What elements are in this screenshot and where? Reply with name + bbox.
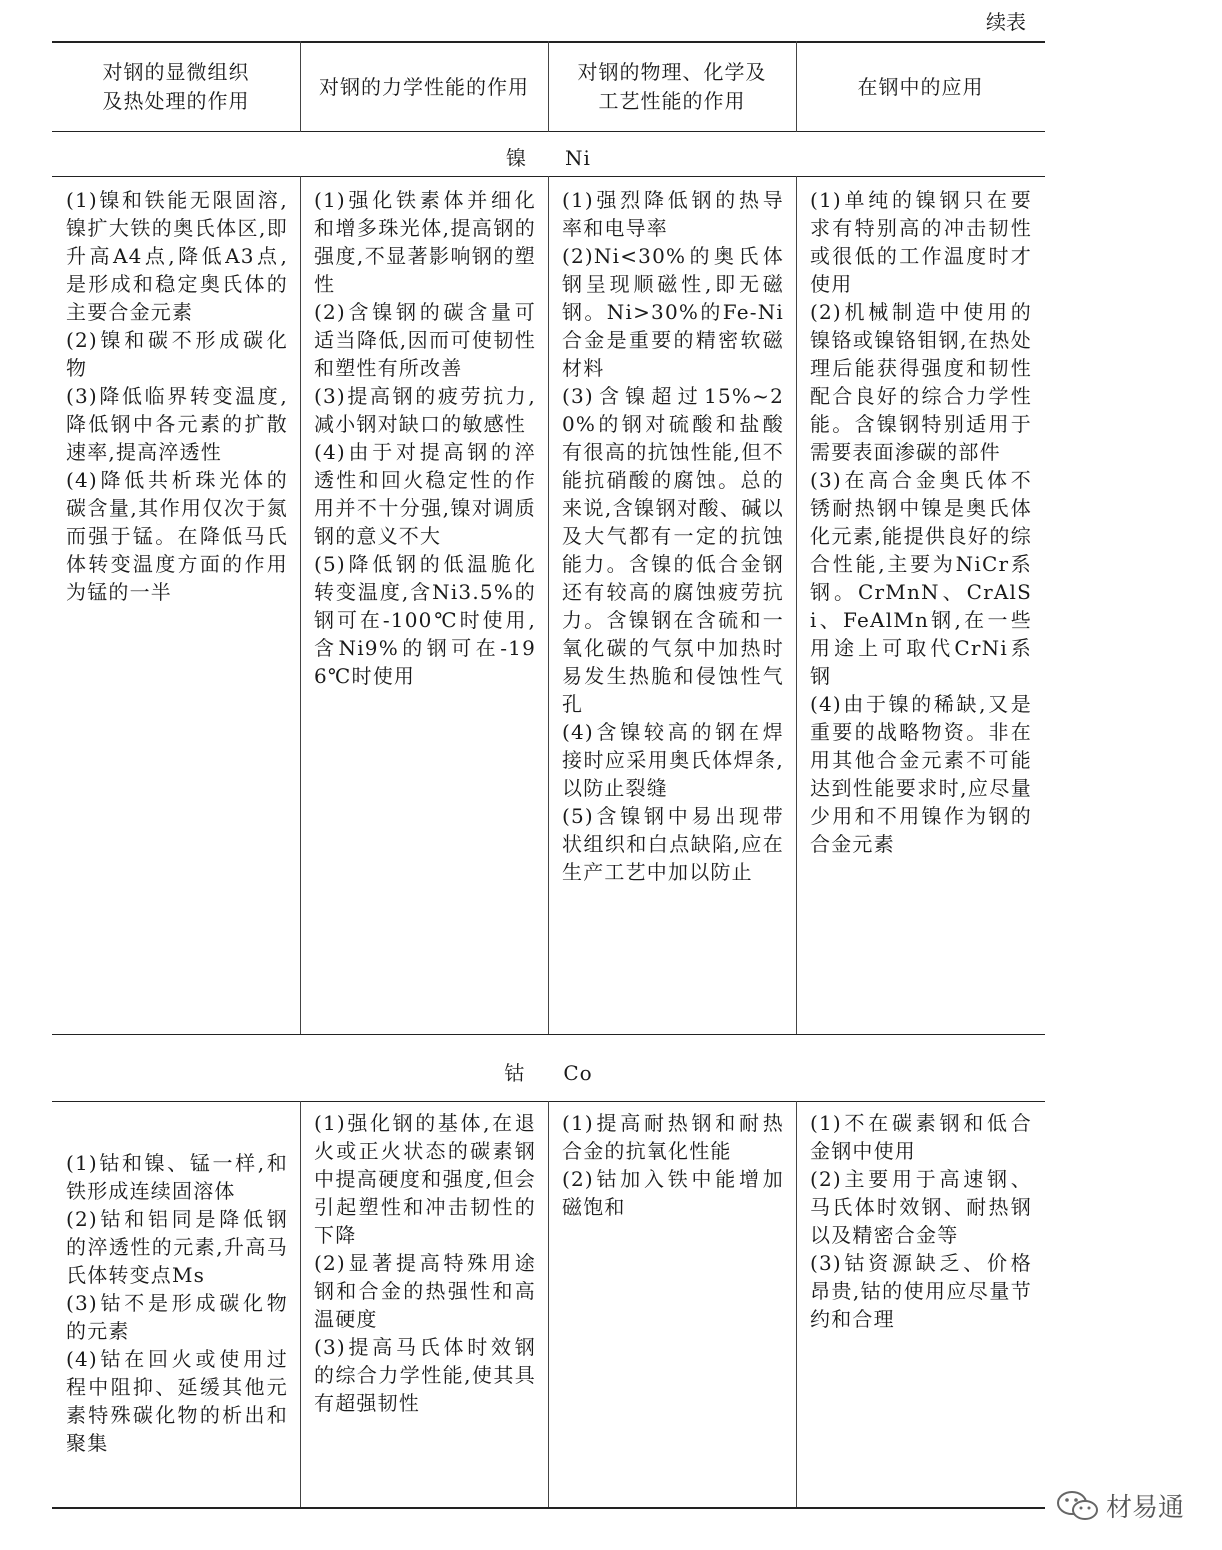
list-item: (2)显著提高特殊用途钢和合金的热强性和高温硬度 (314, 1251, 536, 1331)
list-item: (4)降低共析珠光体的碳含量,其作用仅次于氮而强于锰。在降低马氏体转变温度方面的作用为锰的一半 (66, 468, 288, 604)
list-item: (3)钴不是形成碳化物的元素 (66, 1291, 288, 1343)
list-item: (2)钴和铝同是降低钢的淬透性的元素,升高马氏体转变点Ms (66, 1207, 288, 1287)
list-item: (2)Ni<30%的奥氏体钢呈现顺磁性,即无磁钢。Ni>30%的Fe-Ni合金是重要的精密软磁材料 (562, 244, 784, 380)
co-application-cell (810, 1109, 1032, 1333)
wechat-icon (1056, 1489, 1100, 1523)
list-item: (1)不在碳素钢和低合金钢中使用 (810, 1111, 1032, 1163)
list-item: (4)含镍较高的钢在焊接时应采用奥氏体焊条,以防止裂缝 (562, 720, 784, 800)
list-item: (3)含镍超过15%~20%的钢对硫酸和盐酸有很高的抗蚀性能,但不能抗硝酸的腐蚀。总的来说,含镍钢对酸、碱以及大气都有一定的抗蚀能力。含镍的低合金钢还有较高的腐蚀疲劳抗力。含镍钢在含硫和一氧化碳的气氛中加热时易发生热脆和侵蚀性气孔 (562, 384, 784, 716)
list-item: (5)含镍钢中易出现带状组织和白点缺陷,应在生产工艺中加以防止 (562, 804, 784, 884)
list-item: (3)降低临界转变温度,降低钢中各元素的扩散速率,提高淬透性 (66, 384, 288, 464)
ni-bottom-rule (52, 1034, 1045, 1035)
list-item: (1)单纯的镍钢只在要求有特别高的冲击韧性或很低的工作温度时才使用 (810, 188, 1032, 296)
list-item: (3)在高合金奥氏体不锈耐热钢中镍是奥氏体化元素,能提供良好的综合性能,主要为NiCr系钢。CrMnN、CrAlSi、FeAlMn钢,在一些用途上可取代CrNi系钢 (810, 468, 1032, 688)
col-divider (796, 1101, 797, 1507)
ni-physical-cell (562, 186, 784, 886)
list-item: (5)降低钢的低温脆化转变温度,含Ni3.5%的钢可在-100℃时使用,含Ni9%的钢可在-196℃时使用 (314, 552, 536, 688)
list-item: (3)钴资源缺乏、价格昂贵,钴的使用应尽量节约和合理 (810, 1251, 1032, 1331)
list-item: (2)主要用于高速钢、马氏体时效钢、耐热钢以及精密合金等 (810, 1167, 1032, 1247)
section-label-co (52, 1057, 1045, 1086)
co-physical-cell (562, 1109, 784, 1221)
list-item: (4)钴在回火或使用过程中阻抑、延缓其他元素特殊碳化物的析出和聚集 (66, 1347, 288, 1455)
element-name: 镍 (506, 146, 528, 170)
co-microstructure-cell (66, 1149, 288, 1457)
ni-microstructure-cell (66, 186, 288, 606)
list-item: (1)钴和镍、锰一样,和铁形成连续固溶体 (66, 1151, 288, 1203)
section-label-ni (52, 142, 1045, 171)
list-item: (2)钴加入铁中能增加磁饱和 (562, 1167, 784, 1219)
watermark (1056, 1487, 1184, 1524)
list-item: (4)由于对提高钢的淬透性和回火稳定性的作用并不十分强,镍对调质钢的意义不大 (314, 440, 536, 548)
list-item: (2)镍和碳不形成碳化物 (66, 328, 288, 380)
list-item: (1)镍和铁能无限固溶,镍扩大铁的奥氏体区,即升高A4点,降低A3点,是形成和稳定奥氏体的主要合金元素 (66, 188, 288, 324)
list-item: (1)强烈降低钢的热导率和电导率 (562, 188, 784, 240)
element-name: 钴 (504, 1061, 526, 1085)
list-item: (1)强化钢的基体,在退火或正火状态的碳素钢中提高硬度和强度,但会引起塑性和冲击韧性的下降 (314, 1111, 536, 1247)
list-item: (2)含镍钢的碳含量可适当降低,因而可使韧性和塑性有所改善 (314, 300, 536, 380)
col-divider (300, 1101, 301, 1507)
col-divider (548, 176, 549, 1034)
header-physical-chemical: 对钢的物理、化学及 工艺性能的作用 (577, 60, 767, 113)
header-application: 在钢中的应用 (857, 74, 984, 99)
ni-mechanical-cell (314, 186, 536, 690)
element-symbol: Co (563, 1061, 593, 1085)
element-symbol: Ni (565, 146, 591, 170)
watermark-text: 材易通 (1105, 1493, 1184, 1523)
ni-application-cell (810, 186, 1032, 858)
list-item: (4)由于镍的稀缺,又是重要的战略物资。非在用其他合金元素不可能达到性能要求时,应尽量少用和不用镍作为钢的合金元素 (810, 692, 1032, 856)
table-bottom-rule (52, 1507, 1045, 1509)
header-microstructure: 对钢的显微组织 及热处理的作用 (102, 60, 250, 113)
list-item: (1)强化铁素体并细化和增多珠光体,提高钢的强度,不显著影响钢的塑性 (314, 188, 536, 296)
col-divider (796, 176, 797, 1034)
col-divider (300, 176, 301, 1034)
list-item: (1)提高耐热钢和耐热合金的抗氧化性能 (562, 1111, 784, 1163)
header-mechanical: 对钢的力学性能的作用 (319, 74, 529, 99)
continued-label: 续表 (986, 10, 1026, 34)
col-divider (548, 1101, 549, 1507)
list-item: (3)提高马氏体时效钢的综合力学性能,使其具有超强韧性 (314, 1335, 536, 1415)
list-item: (3)提高钢的疲劳抗力,减小钢对缺口的敏感性 (314, 384, 536, 436)
list-item: (2)机械制造中使用的镍铬或镍铬钼钢,在热处理后能获得强度和韧性配合良好的综合力学性能。含镍钢特别适用于需要表面渗碳的部件 (810, 300, 1032, 464)
co-mechanical-cell (314, 1109, 536, 1417)
